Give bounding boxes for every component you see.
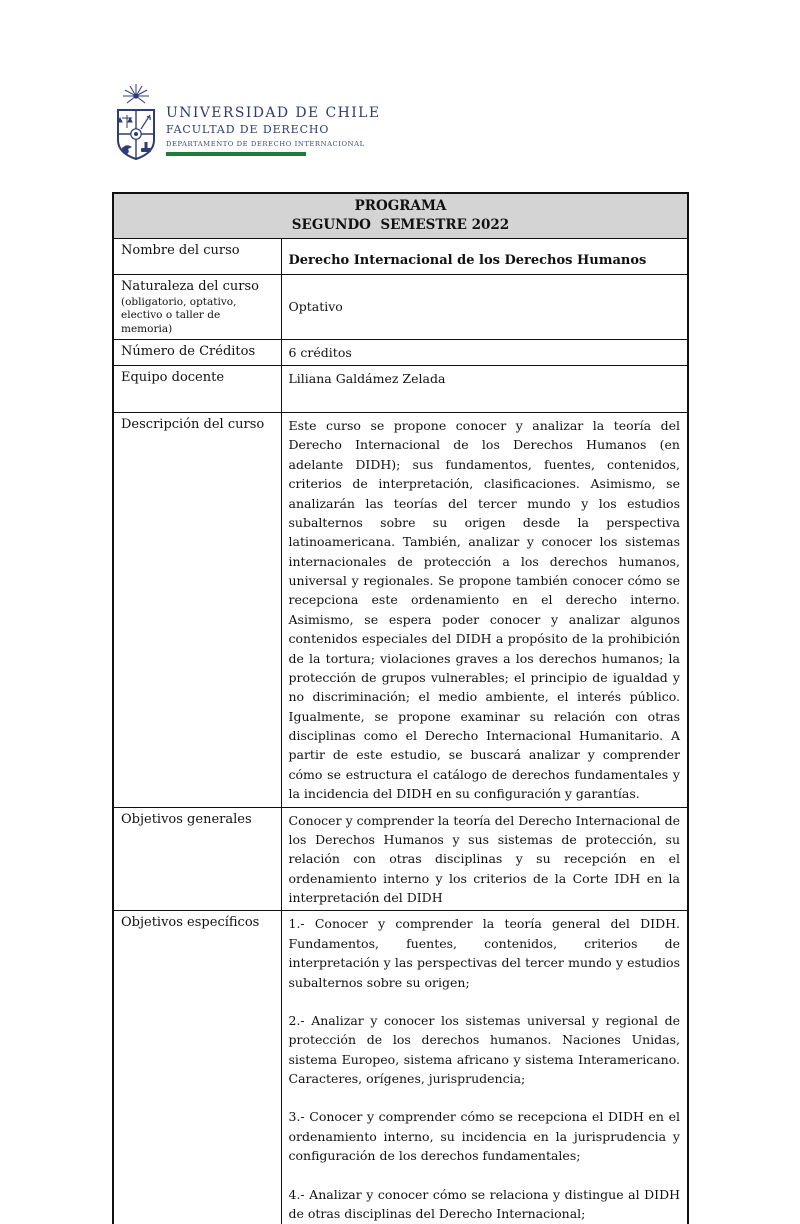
specific-objectives-value [281, 911, 688, 1224]
program-table [112, 192, 689, 1224]
course-nature-label [113, 274, 281, 339]
course-description-label: Descripción del curso [113, 413, 281, 808]
table-row [113, 238, 688, 274]
table-row [113, 911, 688, 1224]
course-name-value: Derecho Internacional de los Derechos Humanos [281, 238, 688, 274]
specific-objective-item: 2.- Analizar y conocer los sistemas universal y regional de protección de los derechos humanos. Naciones Unidas, sistema Europeo, sistema africano y sistema Interamericano. Caracteres, orígenes, jurisprudencia; [288, 1012, 680, 1087]
faculty-name: FACULTAD DE DERECHO [166, 123, 330, 136]
university-logo [114, 84, 380, 162]
course-nature-label-main: Naturaleza del curso [121, 278, 259, 294]
credits-value: 6 créditos [281, 339, 688, 365]
table-header-row [113, 193, 688, 238]
course-nature-value: Optativo [281, 274, 688, 339]
teaching-team-value: Liliana Galdámez Zelada [281, 366, 688, 413]
logo-text-block [166, 84, 380, 156]
specific-objective-item: 4.- Analizar y conocer cómo se relaciona y distingue al DIDH de otras disciplinas del Derecho Internacional; [288, 1186, 680, 1221]
logo-green-bar [166, 152, 306, 156]
department-name: DEPARTAMENTO DE DERECHO INTERNACIONAL [166, 140, 365, 148]
course-nature-label-note: (obligatorio, optativo, electivo o taller de memoria) [121, 296, 237, 335]
university-crest-icon [114, 84, 158, 162]
general-objectives-label: Objetivos generales [113, 807, 281, 911]
table-title-line2: SEGUNDO SEMESTRE 2022 [291, 216, 510, 233]
table-row [113, 274, 688, 339]
table-row [113, 413, 688, 808]
course-description-value: Este curso se propone conocer y analizar la teoría del Derecho Internacional de los Derechos Humanos (en adelante DIDH); sus fundamentos, fuentes, contenidos, criterios de interpretación, clasificaciones. Asimismo, se analizarán las teorías del tercer mundo y los estudios subalternos sobre su origen desde la perspectiva latinoamericana. También, analizar y conocer los sistemas internacionales de protección a los derechos humanos, universal y regionales. Se propone también conocer cómo se recepciona este ordenamiento en el derecho interno. Asimismo, se espera poder conocer y analizar algunos contenidos especiales del DIDH a propósito de la prohibición de la tortura; violaciones graves a los derechos humanos; la protección de grupos vulnerables; el principio de igualdad y no discriminación; el medio ambiente, el interés público. Igualmente, se propone examinar su relación con otras disciplinas como el Derecho Internacional Humanitario. A partir de este estudio, se buscará analizar y comprender cómo se estructura el catálogo de derechos fundamentales y la incidencia del DIDH en su configuración y garantías. [281, 413, 688, 808]
table-row [113, 339, 688, 365]
course-name-label: Nombre del curso [113, 238, 281, 274]
university-name: UNIVERSIDAD DE CHILE [166, 105, 381, 121]
table-title-cell [113, 193, 688, 238]
credits-label: Número de Créditos [113, 339, 281, 365]
specific-objective-item: 3.- Conocer y comprender cómo se recepciona el DIDH en el ordenamiento interno, su incidencia en la jurisprudencia y configuración de los derechos fundamentales; [288, 1109, 680, 1164]
teaching-team-label: Equipo docente [113, 366, 281, 413]
specific-objectives-label: Objetivos específicos [113, 911, 281, 1224]
specific-objective-item: 1.- Conocer y comprender la teoría general del DIDH. Fundamentos, fuentes, contenidos, criterios de interpretación y las perspectivas del tercer mundo y estudios subalternos sobre su origen; [288, 916, 680, 990]
table-title-line1: PROGRAMA [354, 198, 447, 214]
general-objectives-value: Conocer y comprender la teoría del Derecho Internacional de los Derechos Humanos y sus sistemas de protección, su relación con otras disciplinas y su recepción en el ordenamiento interno y los criterios de la Corte IDH en la interpretación del DIDH [281, 807, 688, 911]
table-row [113, 807, 688, 911]
table-row [113, 366, 688, 413]
